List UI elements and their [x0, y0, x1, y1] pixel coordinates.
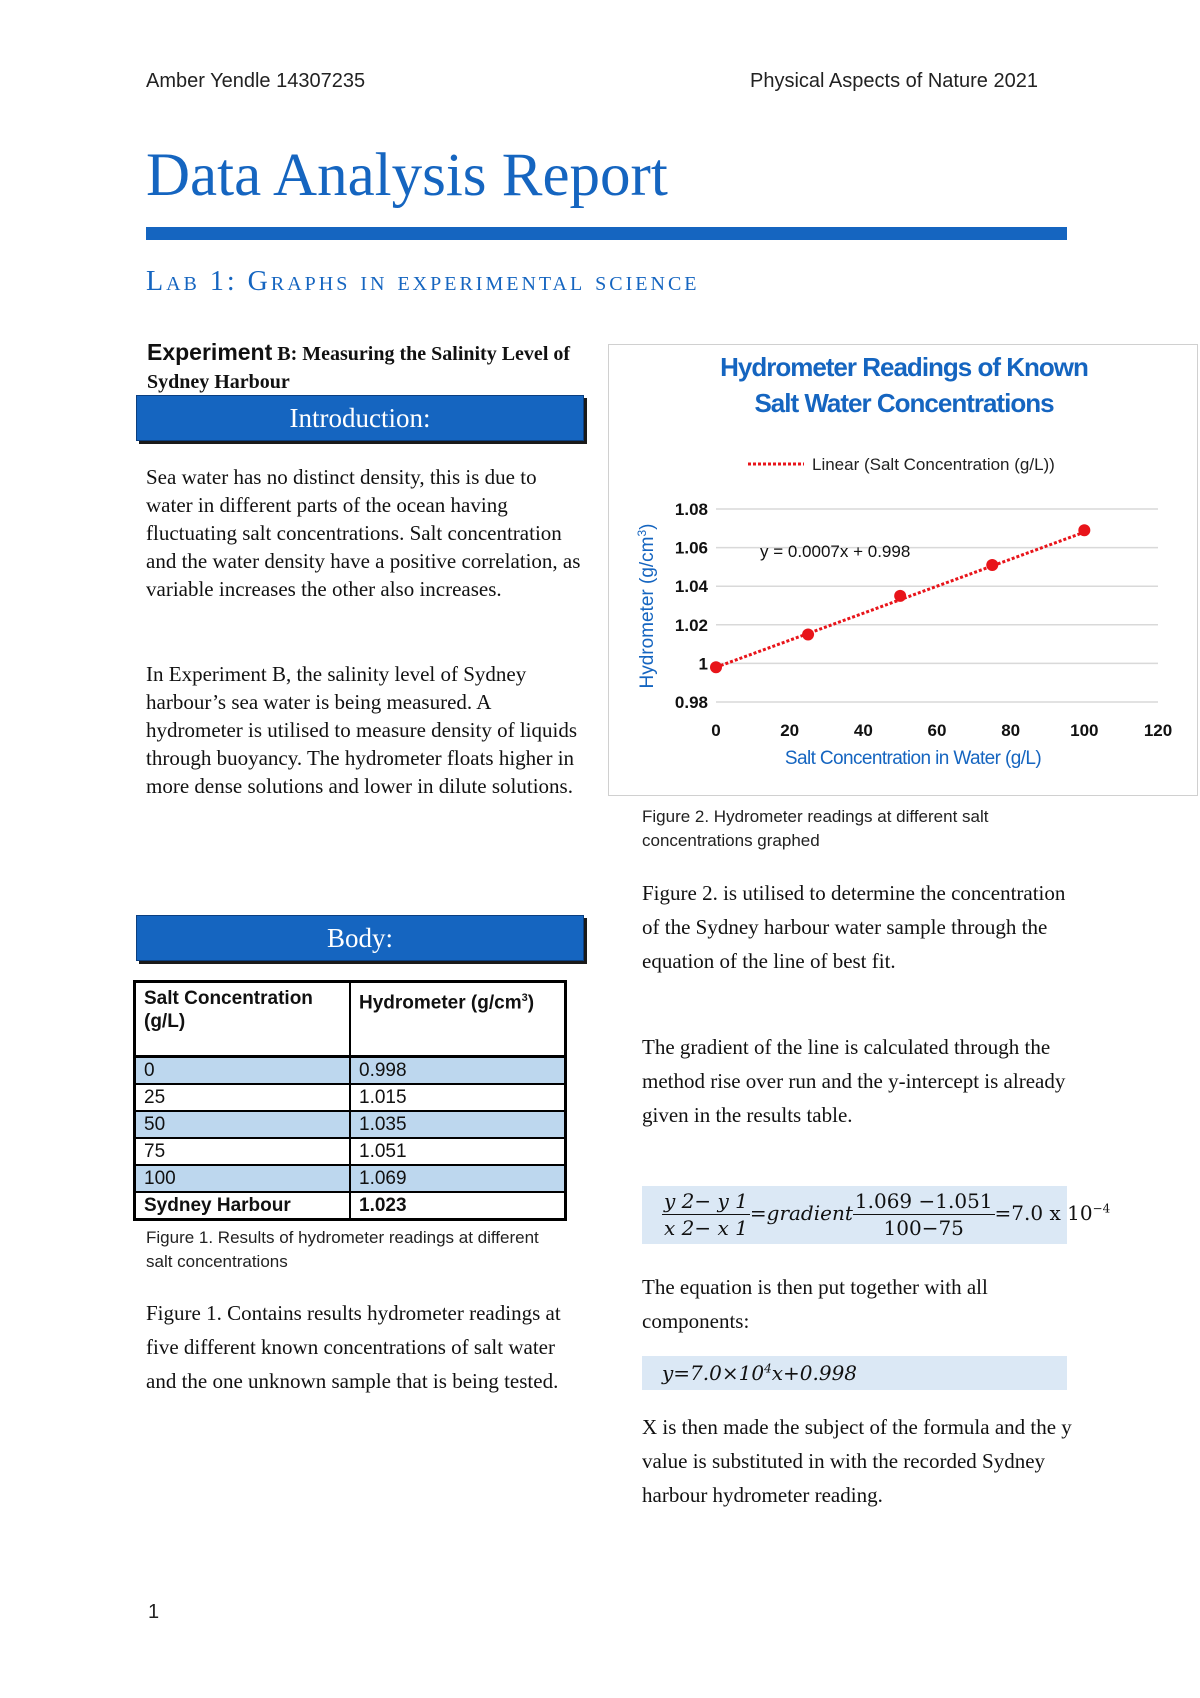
fraction-rise-run [662, 1188, 750, 1241]
y-tick-label: 1.08 [674, 500, 708, 519]
table-cell: 1.023 [350, 1192, 566, 1220]
table-cell: 1.051 [350, 1138, 566, 1165]
table-row [135, 1192, 566, 1220]
header-author: Amber Yendle 14307235 [146, 70, 366, 92]
table-cell: 75 [135, 1138, 351, 1165]
x-tick-label: 20 [780, 721, 800, 740]
results-table [133, 980, 567, 1221]
x-tick-labels [711, 721, 1172, 740]
right-paragraph-3: The equation is then put together with all components: [642, 1275, 988, 1333]
data-point [710, 661, 722, 673]
table-row [135, 1165, 566, 1192]
table-cell: 1.069 [350, 1165, 566, 1192]
y-axis-label [635, 523, 658, 688]
line-equation [642, 1356, 1067, 1390]
experiment-title: B: Measuring the Salinity Level of Sydney Harbour [147, 343, 571, 393]
equation-result: =7.0 x 10 [994, 1201, 1093, 1225]
table-row [135, 1111, 566, 1138]
y-tick-label: 1.04 [674, 577, 708, 597]
x-tick-label: 80 [1001, 721, 1021, 740]
hydrometer-header-text: Hydrometer (g/cm [359, 992, 522, 1014]
line-equation-exponent: 4 [764, 1361, 772, 1376]
introduction-heading: Introduction: [136, 395, 584, 441]
experiment-heading [147, 338, 587, 396]
hydrometer-chart [608, 344, 1198, 796]
body-heading: Body: [136, 915, 584, 961]
table-cell: 0 [135, 1057, 351, 1085]
title-divider [146, 227, 1067, 240]
table-row [135, 1138, 566, 1165]
data-point [986, 559, 998, 571]
table-row [135, 1057, 566, 1085]
fraction-denominator: x 2− x 1 [664, 1216, 748, 1240]
y-tick-labels [675, 500, 709, 712]
fraction-numerator: y 2− y 1 [664, 1189, 748, 1213]
right-paragraph-1: Figure 2. is utilised to determine the concentration of the Sydney harbour water sample through the equation of the line of best fit. [642, 881, 1066, 973]
table-cell: 50 [135, 1111, 351, 1138]
fraction-denominator: 100−75 [883, 1216, 964, 1240]
table-header-salt: Salt Concentration (g/L) [135, 982, 351, 1057]
x-tick-label: 60 [927, 721, 947, 740]
right-paragraph-2: The gradient of the line is calculated through the method rise over run and the y-intercept is already given in the results table. [642, 1035, 1066, 1127]
page-title: Data Analysis Report [146, 142, 668, 209]
figure-1-caption: Figure 1. Results of hydrometer readings at different salt concentrations [146, 1228, 539, 1271]
table-cell: 1.035 [350, 1111, 566, 1138]
line-equation-rhs: x+0.998 [771, 1361, 858, 1385]
x-tick-label: 0 [711, 721, 721, 740]
table-cell: 0.998 [350, 1057, 566, 1085]
table-cell: 100 [135, 1165, 351, 1192]
data-point [1078, 524, 1090, 536]
gradient-equation [642, 1186, 1111, 1244]
introduction-paragraph-2: In Experiment B, the salinity level of Sydney harbour’s sea water is being measured. A hydrometer is utilised to measure density of liquids through buoyancy. The hydrometer floats higher in more dense solutions and lower in dilute solutions. [146, 662, 578, 798]
fraction-values [853, 1188, 995, 1241]
x-tick-label: 120 [1143, 721, 1173, 740]
figure-1-paragraph: Figure 1. Contains results hydrometer readings at five different known concentrations of salt water and the one unknown sample that is being tested. [146, 1301, 561, 1393]
equation-exponent: −4 [1092, 1201, 1111, 1216]
y-tick-label: 1 [698, 654, 708, 674]
y-tick-label: 1.02 [674, 615, 708, 635]
right-paragraph-4: X is then made the subject of the formula and the y value is substituted in with the recorded Sydney harbour hydrometer reading. [642, 1415, 1072, 1507]
x-axis-label: Salt Concentration in Water (g/L) [784, 748, 1042, 769]
chart-gridlines [716, 509, 1158, 702]
table-cell: 1.015 [350, 1084, 566, 1111]
data-point [894, 590, 906, 602]
trendline-equation: y = 0.0007x + 0.998 [760, 542, 911, 561]
chart-title-line-1: Hydrometer Readings of Known [720, 352, 1088, 382]
y-axis-label-text: Hydrometer (g/cm [637, 536, 658, 689]
x-tick-label: 100 [1070, 721, 1099, 740]
line-equation-lhs: y=7.0×10 [662, 1361, 765, 1385]
y-axis-label-end: ) [637, 523, 658, 530]
hydrometer-header-end: ) [527, 992, 535, 1014]
hydrometer-header-sup: 3 [521, 992, 528, 1004]
fraction-numerator: 1.069 −1.051 [854, 1189, 993, 1213]
data-point [802, 628, 814, 640]
introduction-paragraph-1: Sea water has no distinct density, this is due to water in different parts of the ocean having fluctuating salt concentrations. Salt concentration and the water density have a positive correlation, as variable increases the other also increases. [146, 465, 581, 601]
lab-heading: Lab 1: Graphs in experimental science [146, 266, 700, 297]
page-number: 1 [148, 1601, 160, 1623]
experiment-label: Experiment [147, 339, 273, 365]
y-tick-label: 0.98 [674, 693, 708, 712]
table-header-hydrometer [350, 982, 566, 1057]
x-tick-label: 40 [853, 721, 873, 740]
equation-gradient-text: =gradient [749, 1201, 853, 1225]
legend-label: Linear (Salt Concentration (g/L)) [812, 455, 1055, 474]
table-cell: Sydney Harbour [135, 1192, 351, 1220]
figure-2-caption: Figure 2. Hydrometer readings at different salt concentrations graphed [642, 807, 989, 850]
y-axis-label-sup: 3 [635, 529, 649, 537]
table-cell: 25 [135, 1084, 351, 1111]
header-course: Physical Aspects of Nature 2021 [750, 70, 1038, 92]
table-row [135, 1084, 566, 1111]
chart-title-line-2: Salt Water Concentrations [754, 388, 1054, 418]
table-header-row [135, 982, 566, 1057]
y-tick-label: 1.06 [674, 538, 708, 558]
